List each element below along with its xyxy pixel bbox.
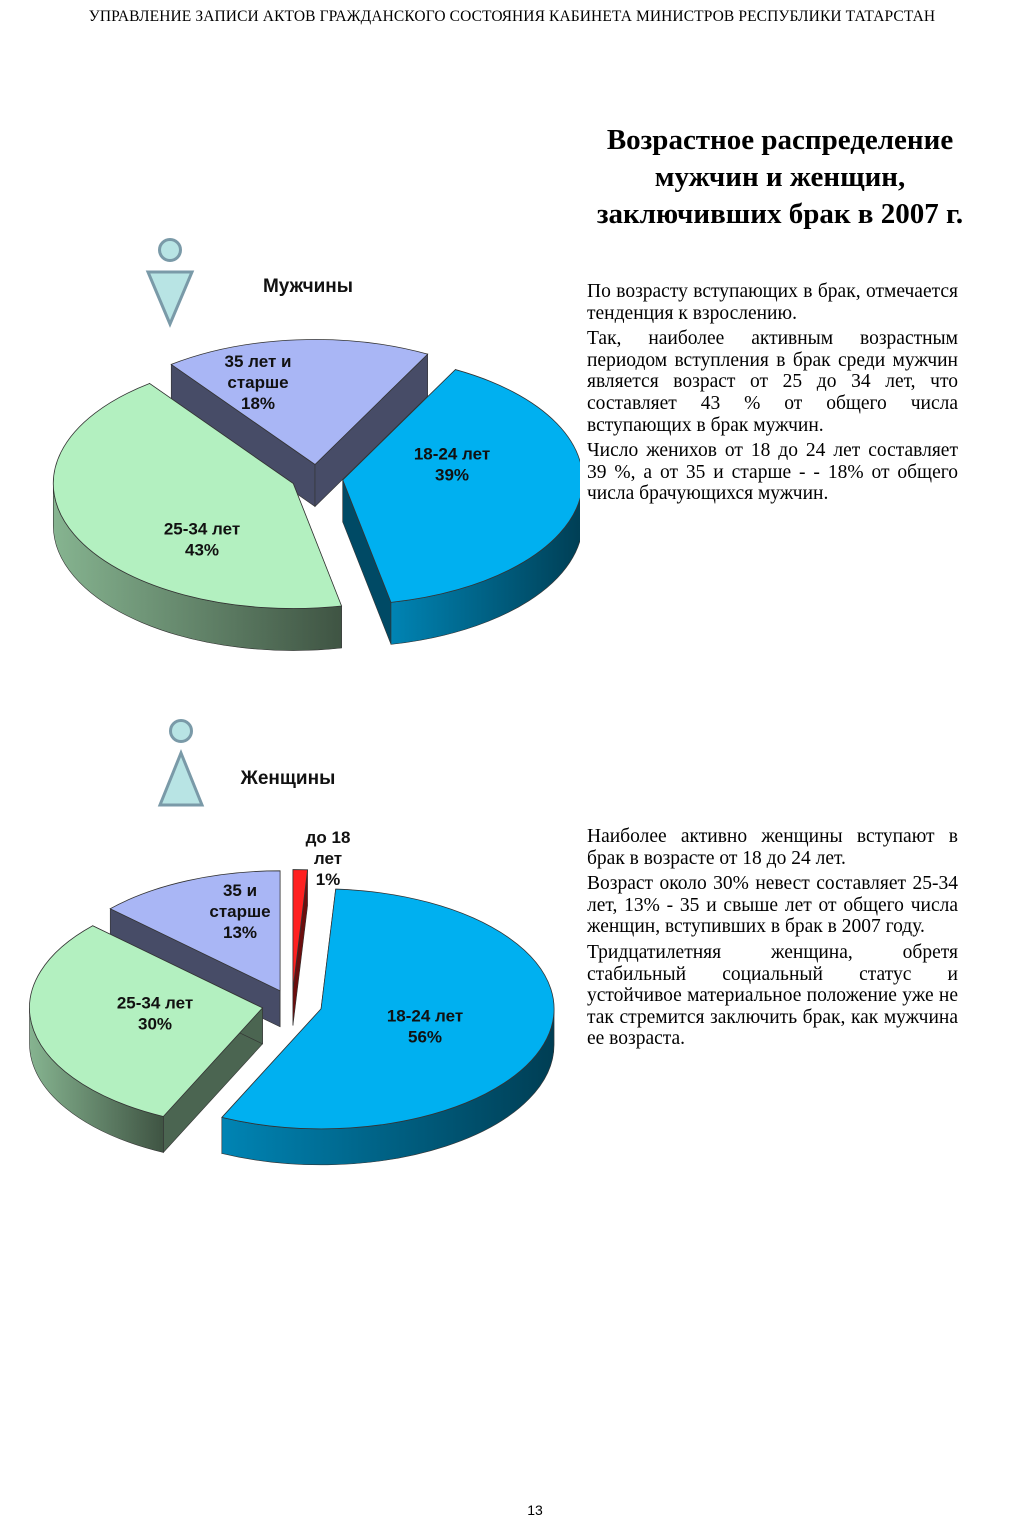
paragraph: Число женихов от 18 до 24 лет составляет 39 %, а от 35 и старше - - 18% от общего числа брачующихся мужчин. [587,440,958,505]
pie-chart-0 [53,240,580,651]
paragraph: Возраст около 30% невест составляет 25-34 лет, 13% - 35 и свыше лет от общего числа женщин, вступивших в брак в 2007 году. [587,873,958,938]
pie-charts [0,0,580,1230]
slice-label: 35 и старше 13% [209,881,271,942]
slice-label: 25-34 лет 30% [116,993,194,1034]
paragraph: Тридцатилетняя женщина, обретя стабильный социальный статус и устойчивое материальное положение уже не так стремится заключить брак, как мужчина ее возраста. [587,941,958,1050]
paragraph: Так, наиболее активным возрастным периодом вступления в брак среди мужчин является возраст от 25 до 34 лет, что составляет 43 % от общего числа вступающих в брак мужчин. [587,328,958,436]
document-header: УПРАВЛЕНИЕ ЗАПИСИ АКТОВ ГРАЖДАНСКОГО СОСТОЯНИЯ КАБИНЕТА МИНИСТРОВ РЕСПУБЛИКИ ТАТАРСТАН [88,8,936,25]
slice-label: до 18 лет 1% [305,828,351,889]
men-description [587,281,958,509]
male-symbol-icon [148,240,192,325]
pie-chart-1 [30,721,555,1165]
chart-title: Мужчины [262,276,354,297]
slice-label: 18-24 лет 56% [386,1006,464,1047]
female-symbol-icon [160,721,202,806]
pie-slice-top [293,870,308,990]
slice-label: 35 лет и старше 18% [224,352,292,413]
slice-label: 25-34 лет 43% [163,519,241,560]
paragraph: Наиболее активно женщины вступают в брак в возрасте от 18 до 24 лет. [587,826,958,869]
paragraph: По возрасту вступающих в брак, отмечается тенденция к взрослению. [587,281,958,324]
slice-label: 18-24 лет 39% [413,444,491,485]
page-title: Возрастное распределение мужчин и женщин, заключивших брак в 2007 г. [596,124,964,230]
women-description [587,826,958,1054]
chart-title: Женщины [240,768,336,789]
page-number: 13 [527,1502,543,1518]
